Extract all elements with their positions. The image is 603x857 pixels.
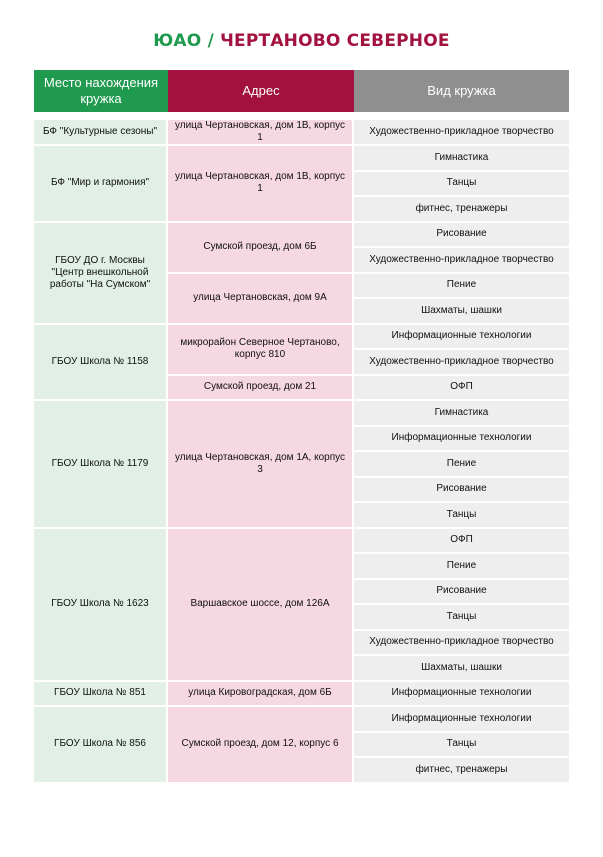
activity-cell: Информационные технологии (354, 427, 569, 453)
header-activity: Вид кружка (354, 70, 569, 112)
table-row (34, 707, 569, 733)
page-title (0, 31, 603, 51)
activity-cell: Танцы (354, 605, 569, 631)
table-header-row (34, 70, 569, 112)
activity-cell: Пение (354, 452, 569, 478)
activity-cell: Шахматы, шашки (354, 656, 569, 682)
activity-cell: Рисование (354, 580, 569, 606)
activity-cell: ОФП (354, 376, 569, 402)
address-cell: улица Чертановская, дом 1А, корпус 3 (168, 401, 354, 529)
place-cell: ГБОУ Школа № 1179 (34, 401, 168, 529)
address-cell: улица Чертановская, дом 9А (168, 274, 354, 325)
address-cell: Сумской проезд, дом 21 (168, 376, 354, 402)
table-row (34, 146, 569, 172)
area-title: ЧЕРТАНОВО СЕВЕРНОЕ (220, 31, 450, 51)
place-cell: ГБОУ Школа № 1158 (34, 325, 168, 402)
place-cell: ГБОУ Школа № 856 (34, 707, 168, 784)
activity-cell: Художественно-прикладное творчество (354, 350, 569, 376)
activity-cell: фитнес, тренажеры (354, 758, 569, 784)
activity-cell: Художественно-прикладное творчество (354, 631, 569, 657)
activity-cell: Пение (354, 554, 569, 580)
header-address: Адрес (168, 70, 354, 112)
table-row (34, 120, 569, 146)
activity-cell: Танцы (354, 503, 569, 529)
header-spacer (34, 112, 569, 120)
place-cell: ГБОУ Школа № 1623 (34, 529, 168, 682)
table-row (34, 401, 569, 427)
table-body (34, 120, 569, 784)
place-cell: ГБОУ ДО г. Москвы "Центр внешкольной работы "На Сумском" (34, 223, 168, 325)
header-place: Место нахождения кружка (34, 70, 168, 112)
activity-cell: Танцы (354, 733, 569, 759)
district-title: ЮАО / (153, 31, 214, 51)
activity-cell: Гимнастика (354, 401, 569, 427)
activity-cell: Информационные технологии (354, 682, 569, 708)
activity-cell: Рисование (354, 478, 569, 504)
activity-cell: Художественно-прикладное творчество (354, 120, 569, 146)
table-row (34, 325, 569, 351)
place-cell: БФ "Мир и гармония" (34, 146, 168, 223)
address-cell: Сумской проезд, дом 6Б (168, 223, 354, 274)
address-cell: улица Кировоградская, дом 6Б (168, 682, 354, 708)
address-cell: улица Чертановская, дом 1В, корпус 1 (168, 146, 354, 223)
table-row (34, 529, 569, 555)
address-cell: Сумской проезд, дом 12, корпус 6 (168, 707, 354, 784)
table-row (34, 682, 569, 708)
clubs-table (34, 70, 569, 784)
activity-cell: Информационные технологии (354, 325, 569, 351)
table-row (34, 223, 569, 249)
place-cell: ГБОУ Школа № 851 (34, 682, 168, 708)
activity-cell: Художественно-прикладное творчество (354, 248, 569, 274)
activity-cell: Информационные технологии (354, 707, 569, 733)
activity-cell: фитнес, тренажеры (354, 197, 569, 223)
address-cell: микрорайон Северное Чертаново, корпус 810 (168, 325, 354, 376)
activity-cell: Танцы (354, 172, 569, 198)
activity-cell: Гимнастика (354, 146, 569, 172)
activity-cell: Шахматы, шашки (354, 299, 569, 325)
activity-cell: Рисование (354, 223, 569, 249)
activity-cell: Пение (354, 274, 569, 300)
activity-cell: ОФП (354, 529, 569, 555)
place-cell: БФ "Культурные сезоны" (34, 120, 168, 146)
address-cell: улица Чертановская, дом 1В, корпус 1 (168, 120, 354, 146)
address-cell: Варшавское шоссе, дом 126А (168, 529, 354, 682)
